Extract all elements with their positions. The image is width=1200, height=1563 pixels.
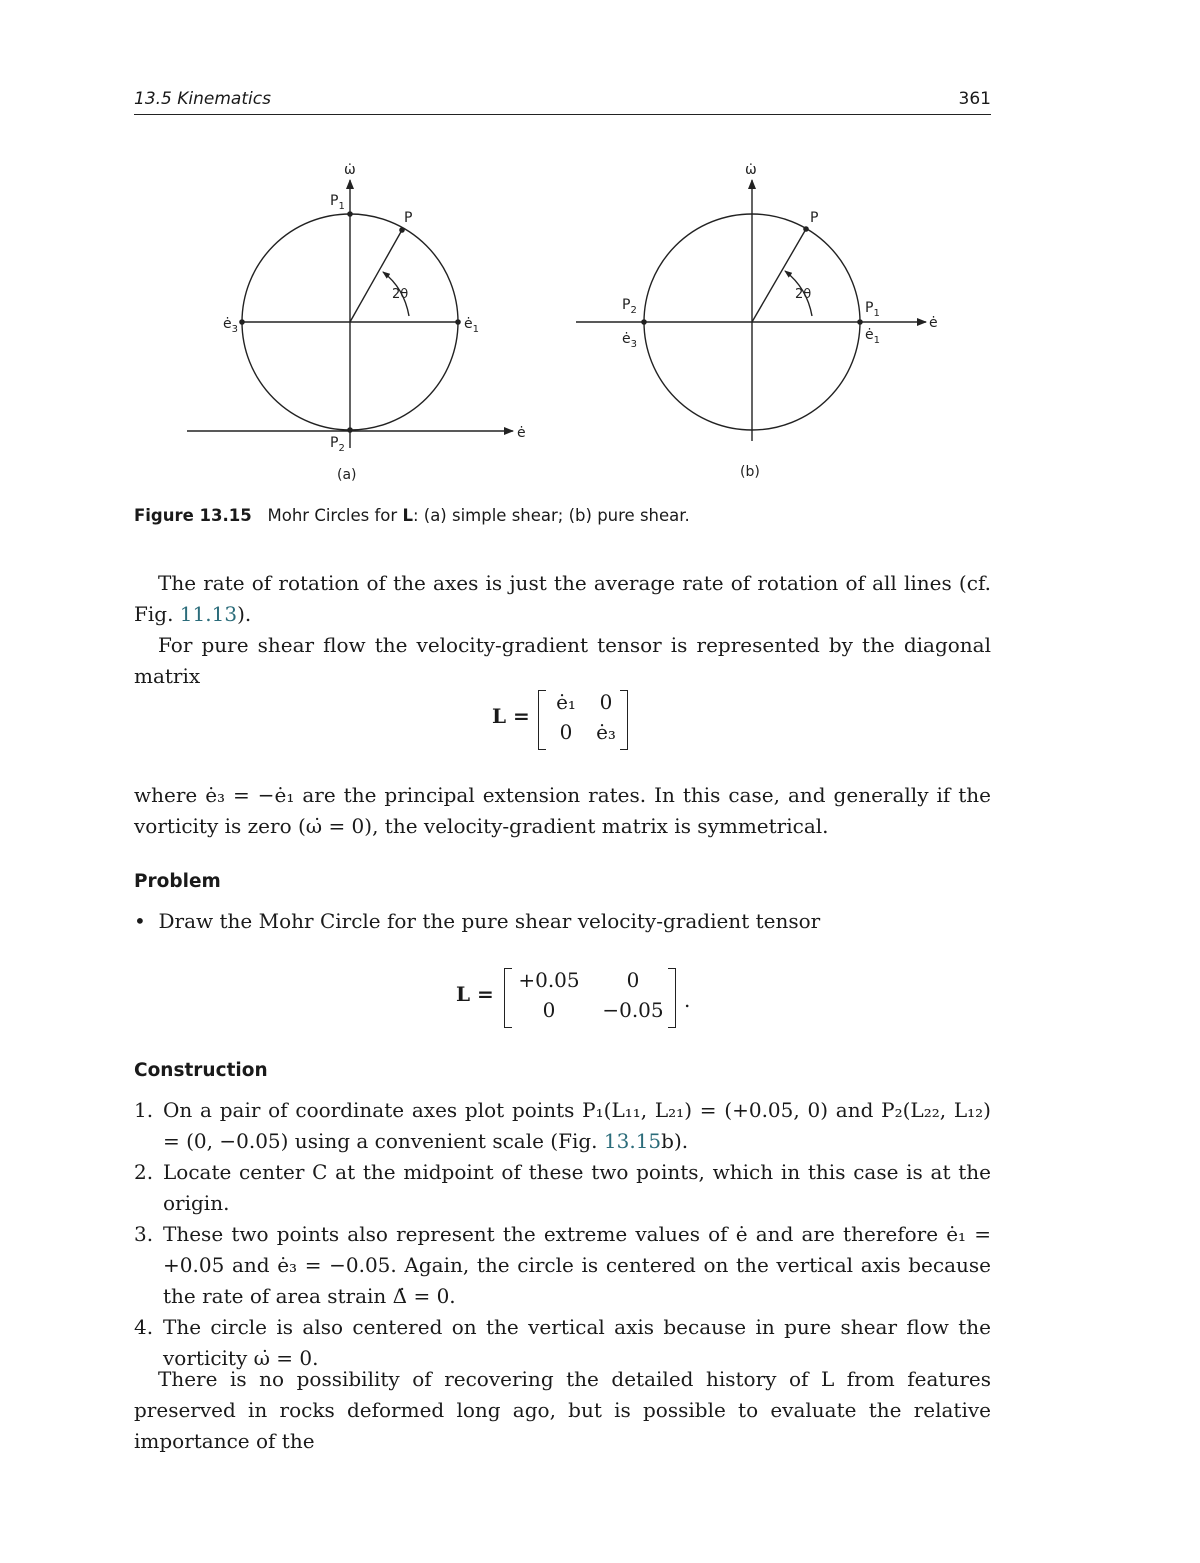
- point-p1-b: [857, 319, 863, 325]
- panel-label-a: (a): [337, 467, 357, 483]
- caption-symbol: L: [402, 506, 413, 525]
- p1-label-b: $P_1$: [865, 300, 880, 319]
- e1-label-a: $ė_1$: [464, 316, 479, 335]
- e3-label-a: $ė_3$: [223, 316, 238, 335]
- mohr-circle-figure: [0, 0, 1200, 500]
- paragraph-1: The rate of rotation of the axes is just the average rate of rotation of all lines (cf. Fig. 11.13).: [134, 571, 991, 626]
- eq2-m12: 0: [626, 968, 640, 992]
- e3-label-b: $ė_3$: [622, 331, 637, 350]
- eq1-lhs: L =: [492, 704, 530, 728]
- horizontal-axis-label-a: ė: [517, 425, 526, 441]
- eq2-m22: −0.05: [602, 998, 664, 1022]
- eq2-lhs: L =: [456, 982, 494, 1006]
- equation-1: [492, 686, 642, 752]
- caption-text: Mohr Circles for: [267, 506, 398, 525]
- point-p2-a: [347, 427, 353, 433]
- vertical-axis-label-a: ω̇: [344, 162, 356, 178]
- vertical-axis-label-b: ω̇: [745, 162, 757, 178]
- e1-label-b: $ė_1$: [865, 327, 880, 346]
- paragraph-4: There is no possibility of recovering the detailed history of L from features preserved in rocks deformed long ago, but is possible to evaluate the relative importance of the: [134, 1367, 991, 1453]
- eq1-m11: ė₁: [556, 690, 576, 714]
- p2-label-a: $P_2$: [330, 435, 345, 454]
- p-label-b: P: [810, 210, 819, 226]
- caption-label: Figure 13.15: [134, 506, 252, 525]
- radius-line-a: [350, 230, 402, 322]
- bullet-mark: •: [134, 909, 146, 933]
- page-number: 361: [958, 89, 991, 109]
- paragraph-2: For pure shear flow the velocity-gradient tensor is represented by the diagonal matrix: [134, 633, 991, 688]
- eq2-m11: +0.05: [518, 968, 580, 992]
- point-p2-b: [641, 319, 647, 325]
- point-p1-a: [347, 211, 353, 217]
- angle-label-a: 2θ: [392, 287, 409, 302]
- equation-2: [456, 964, 706, 1030]
- problem-item-text: Draw the Mohr Circle for the pure shear velocity-gradient tensor: [158, 909, 821, 933]
- construction-step-2: 2. Locate center C at the midpoint of these two points, which in this case is at the origin.: [134, 1160, 991, 1215]
- problem-heading: Problem: [134, 871, 221, 892]
- paragraph-3: where ė₃ = −ė₁ are the principal extension rates. In this case, and generally if the vorticity is zero (ω̇ = 0), the velocity-gradient matrix is symmetrical.: [134, 783, 991, 838]
- point-p-b: [803, 226, 809, 232]
- construction-step-3: 3. These two points also represent the extreme values of ė and are therefore ė₁ = +0.05 and ė₃ = −0.05. Again, the circle is centered on the vertical axis because the rate of area strain Δ̇ = 0.: [134, 1222, 991, 1308]
- panel-label-b: (b): [740, 464, 760, 480]
- p1-label-a: $P_1$: [330, 193, 345, 212]
- caption-rest: : (a) simple shear; (b) pure shear.: [412, 506, 690, 525]
- point-e3-a: [239, 319, 245, 325]
- problem-item: [134, 906, 820, 937]
- construction-step-4: 4. The circle is also centered on the vertical axis because in pure shear flow the vorticity ω̇ = 0.: [134, 1315, 991, 1370]
- p-label-a: P: [404, 210, 413, 226]
- radius-line-b: [752, 229, 806, 322]
- eq2-m21: 0: [542, 998, 556, 1022]
- construction-step-1: 1. On a pair of coordinate axes plot points P₁(L₁₁, L₂₁) = (+0.05, 0) and P₂(L₂₂, L₁₂) = (0, −0.05) using a convenient scale (Fig. 13.15b).: [134, 1098, 991, 1153]
- figure-ref-11-13[interactable]: 11.13: [179, 602, 238, 626]
- section-title: 13.5 Kinematics: [134, 89, 271, 109]
- point-p-a: [399, 227, 405, 233]
- eq1-m21: 0: [559, 720, 573, 744]
- eq1-m22: ė₃: [596, 720, 616, 744]
- horizontal-axis-label-b: ė: [929, 315, 938, 331]
- figure-caption: [134, 506, 690, 525]
- eq2-trail: .: [684, 988, 691, 1012]
- eq1-m12: 0: [599, 690, 613, 714]
- figure-ref-13-15[interactable]: 13.15: [603, 1129, 662, 1153]
- construction-heading: Construction: [134, 1060, 268, 1081]
- p2-label-b: $P_2$: [622, 297, 637, 316]
- panel-a: [187, 180, 513, 448]
- angle-label-b: 2θ: [795, 287, 812, 302]
- point-e1-a: [455, 319, 461, 325]
- construction-steps: [134, 1095, 991, 1374]
